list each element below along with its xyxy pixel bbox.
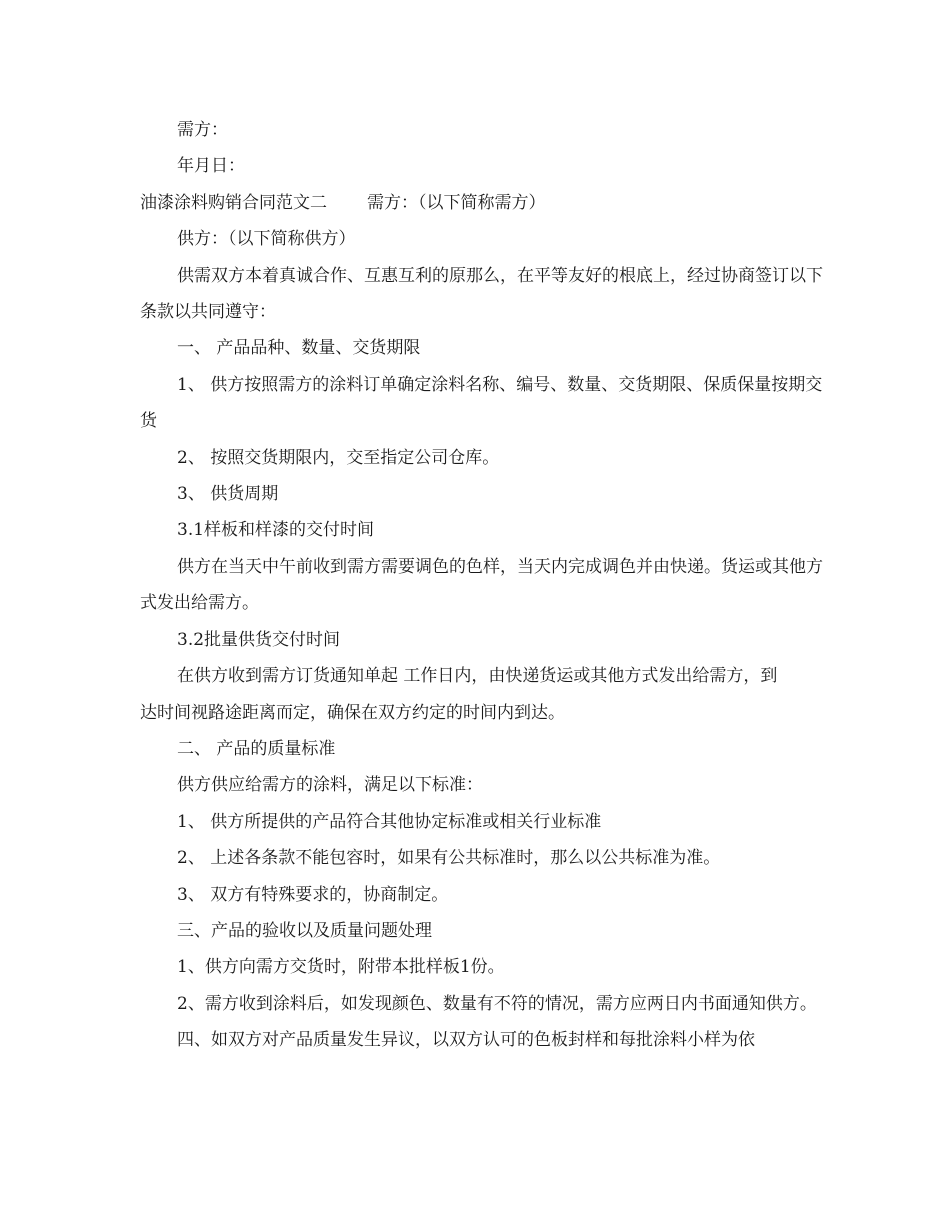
section-2-intro: 供方供应给需方的涂料，满足以下标准：	[177, 775, 483, 796]
demand-intro: 需方：（以下简称需方）	[367, 192, 546, 213]
date-line: 年月日：	[177, 156, 245, 177]
subsection-3-1-heading: 3.1样板和样漆的交付时间	[177, 520, 375, 541]
subsection-3-2-heading: 3.2批量供货交付时间	[177, 629, 341, 650]
section-1-item-3: 3、 供货周期	[177, 484, 279, 505]
demand-party-line: 需方：	[177, 120, 228, 140]
contract-body	[140, 112, 830, 1059]
supply-intro: 供方：（以下简称供方）	[177, 229, 356, 250]
section-1-item-1: 1、 供方按照需方的涂料订单确定涂料名称、编号、数量、交货期限、保质保量按期交货	[140, 374, 823, 432]
title-line	[140, 185, 830, 221]
section-3-item-1: 1、供方向需方交货时，附带本批样板1份。	[177, 957, 505, 978]
subsection-3-1-text: 供方在当天中午前收到需方需要调色的色样，当天内完成调色并由快递。货运或其他方式发出给需方。	[140, 556, 823, 614]
section-2-item-2: 2、 上述各条款不能包容时，如果有公共标准时，那么以公共标准为准。	[177, 848, 721, 869]
section-2-heading: 二、 产品的质量标准	[177, 738, 336, 759]
subsection-3-2-text: 在供方收到需方订货通知单起 工作日内，由快递货运或其他方式发出给需方，到达时间视路途距离而定，确保在双方约定的时间内到达。	[140, 666, 778, 723]
section-3-item-2: 2、需方收到涂料后，如发现颜色、数量有不符的情况，需方应两日内书面通知供方。	[177, 993, 817, 1014]
section-2-item-1: 1、 供方所提供的产品符合其他协定标准或相关行业标准	[177, 811, 602, 832]
section-1-heading: 一、 产品品种、数量、交货期限	[177, 338, 421, 359]
section-3-heading: 三、产品的验收以及质量问题处理	[177, 920, 432, 941]
section-1-item-2: 2、 按照交货期限内，交至指定公司仓库。	[177, 447, 500, 468]
contract-title: 油漆涂料购销合同范文二	[140, 192, 327, 213]
preamble: 供需双方本着真诚合作、互惠互利的原那么，在平等友好的根底上，经过协商签订以下条款以共同遵守：	[140, 265, 823, 323]
section-2-item-3: 3、 双方有特殊要求的，协商制定。	[177, 884, 449, 905]
section-4-heading: 四、如双方对产品质量发生异议，以双方认可的色板封样和每批涂料小样为依	[177, 1030, 755, 1051]
